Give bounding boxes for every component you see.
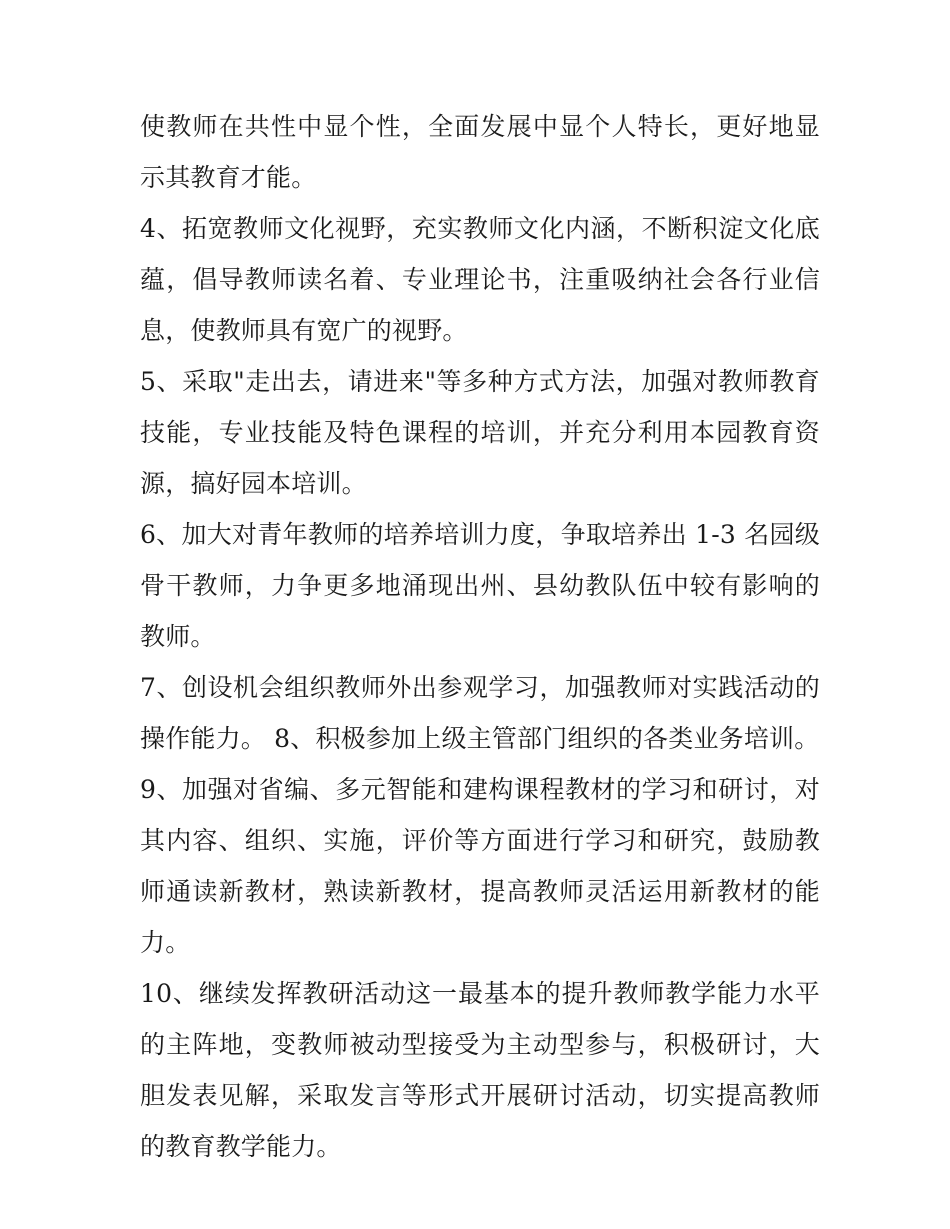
paragraph-item-9: 9、加强对省编、多元智能和建构课程教材的学习和研讨，对其内容、组织、实施，评价等方面进行学习和研究，鼓励教师通读新教材，熟读新教材，提高教师灵活运用新教材的能力。 (140, 775, 820, 957)
paragraph-item-5: 5、采取"走出去，请进来"等多种方式方法，加强对教师教育技能，专业技能及特色课程的培训，并充分利用本园教育资源，搞好园本培训。 (140, 367, 820, 498)
paragraph-item-6: 6、加大对青年教师的培养培训力度，争取培养出 1-3 名园级骨干教师，力争更多地涌现出州、县幼教队伍中较有影响的教师。 (140, 520, 820, 651)
paragraph-item-10: 10、继续发挥教研活动这一最基本的提升教师教学能力水平的主阵地，变教师被动型接受为主动型参与，积极研讨，大胆发表见解，采取发言等形式开展研讨活动，切实提高教师的教育教学能力。 (140, 979, 820, 1161)
paragraph-item-4: 4、拓宽教师文化视野，充实教师文化内涵，不断积淀文化底蕴，倡导教师读名着、专业理论书，注重吸纳社会各行业信息，使教师具有宽广的视野。 (140, 214, 820, 345)
paragraph-item-7-8: 7、创设机会组织教师外出参观学习，加强教师对实践活动的操作能力。 8、积极参加上级主管部门组织的各类业务培训。 (140, 673, 820, 753)
paragraph-continuation: 使教师在共性中显个性，全面发展中显个人特长，更好地显示其教育才能。 (140, 112, 820, 192)
document-body (140, 101, 820, 1172)
